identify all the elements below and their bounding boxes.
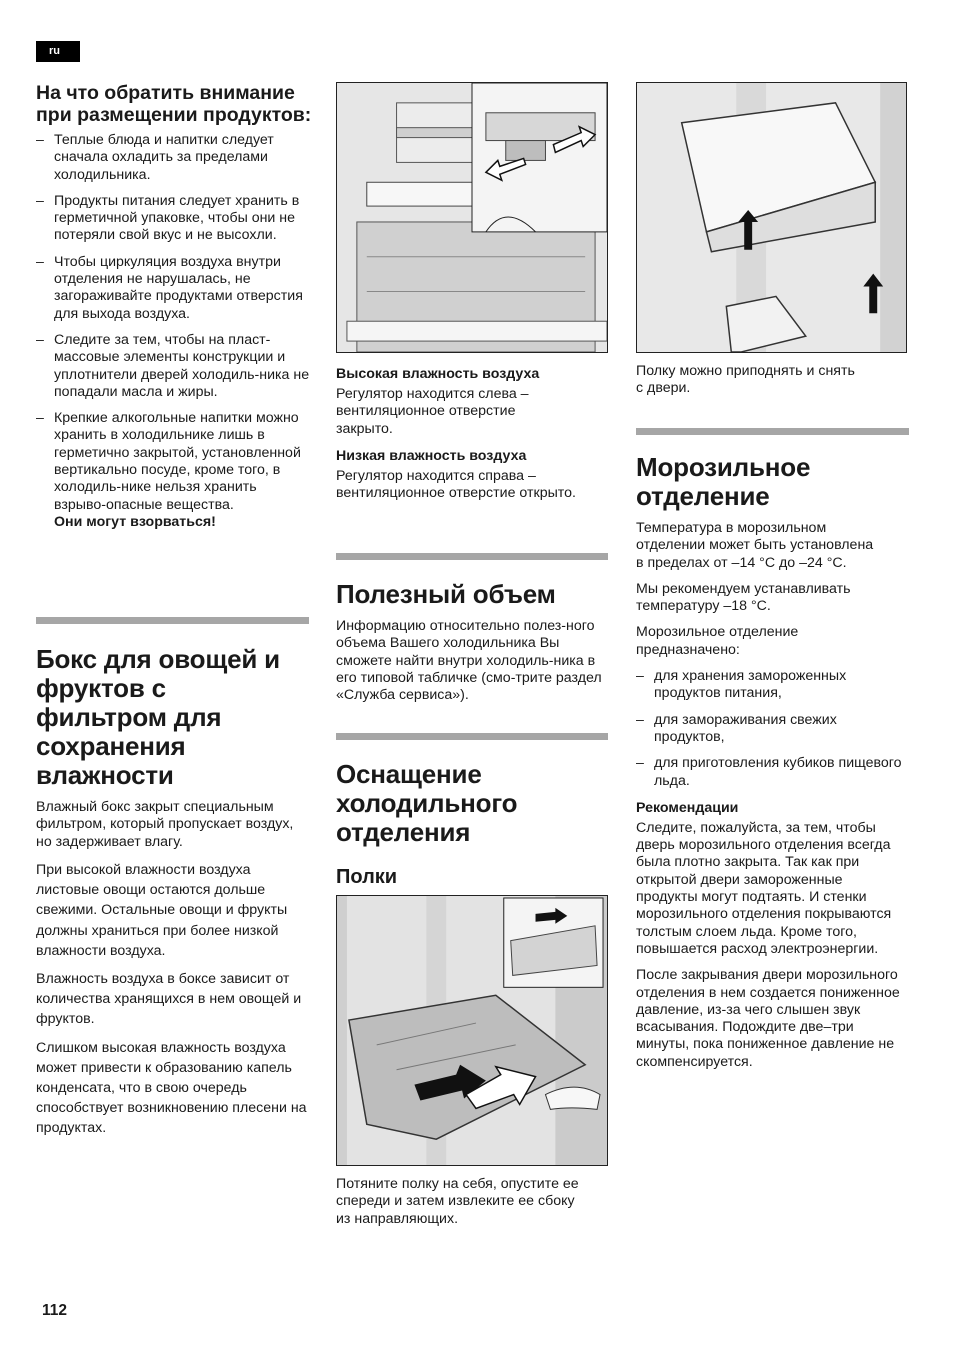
placement-heading: На что обратить внимание при размещении продуктов: xyxy=(36,82,312,126)
low-humidity-text: Регулятор находится справа – вентиляционное отверстие открыто. xyxy=(336,467,576,502)
section-divider xyxy=(636,428,909,435)
freezer-paragraph: Мы рекомендуем устанавливать температуру –18 °C. xyxy=(636,580,851,615)
list-item: – для замораживания свежих продуктов, xyxy=(636,712,909,747)
list-item: – Теплые блюда и напитки следует сначала охладить за пределами холодильника. xyxy=(36,132,312,184)
section-divider xyxy=(36,617,309,624)
language-badge: ru xyxy=(36,41,80,62)
shelves-heading: Полки xyxy=(336,866,398,888)
pressure-text: После закрывания двери морозильного отделения в нем создается пониженное давление, из-за чего слышен звук всасывания. Подождите две–три минуты, пока пониженное давление не скомпенсируется. xyxy=(636,967,900,1070)
placement-list xyxy=(36,132,312,531)
volume-heading: Полезный объем xyxy=(336,579,556,609)
equipment-heading: Оснащение холодильного отделения xyxy=(336,759,518,847)
list-item: – для приготовления кубиков пищевого льда. xyxy=(636,755,909,790)
humidity-regulator-drawing xyxy=(337,83,607,352)
recommendations-heading: Рекомендации xyxy=(636,799,739,816)
list-item xyxy=(36,410,312,531)
crisper-paragraph: При высокой влажности воздуха листовые овощи остаются дольше свежими. Остальные овощи и фрукты должны храниться при более низкой влажности воздуха. xyxy=(36,861,288,959)
crisper-paragraph: Влажный бокс закрыт специальным фильтром, который пропускает воздух, но задерживает влагу. xyxy=(36,799,294,850)
high-humidity-heading: Высокая влажность воздуха xyxy=(336,366,540,382)
list-item: – для хранения замороженных продуктов питания, xyxy=(636,668,909,703)
list-item-text: Крепкие алкогольные напитки можно хранить в холодильнике лишь в герметично закрытой, установленной вертикально посуде, кроме того, в холодиль-нике нельзя хранить взрыво-опасные вещества. xyxy=(54,410,301,513)
crisper-paragraph: Влажность воздуха в боксе зависит от количества хранящихся в нем овощей и фруктов. xyxy=(36,970,302,1028)
shelf-removal-illustration xyxy=(336,895,608,1166)
list-item: – Чтобы циркуляция воздуха внутри отделения не нарушалась, не загораживайте продуктами отверстия для выхода воздуха. xyxy=(36,254,312,323)
explosion-warning: Они могут взорваться! xyxy=(54,513,216,530)
door-shelf-drawing xyxy=(637,83,906,352)
recommendations-text: Следите, пожалуйста, за тем, чтобы дверь морозильного отделения всегда была плотно закрыта. Так как при открытой двери замороженные продукты могут подтаять. И стенки морозильного отделения покрываются толстым слоем льда. Кроме того, повышается расход электроэнергии. xyxy=(636,819,892,957)
door-shelf-caption: Полку можно приподнять и снять с двери. xyxy=(636,363,855,397)
section-divider xyxy=(336,733,608,740)
list-item: – Продукты питания следует хранить в герметичной упаковке, чтобы они не потеряли свой вкус и не высохли. xyxy=(36,193,312,245)
freezer-paragraph: Морозильное отделение предназначено: xyxy=(636,624,799,658)
freezer-purpose-list xyxy=(636,668,909,790)
high-humidity-text: Регулятор находится слева – вентиляционное отверстие закрыто. xyxy=(336,386,529,437)
crisper-heading: Бокс для овощей и фруктов с фильтром для сохранения влажности xyxy=(36,644,280,790)
volume-text: Информацию относительно полез-ного объема Вашего холодильника Вы сможете найти внутри холодиль-ника в его типовой табличке (смо-трите раздел «Служба сервиса»). xyxy=(336,618,602,704)
humidity-regulator-illustration xyxy=(336,82,608,353)
freezer-heading: Морозильное отделение xyxy=(636,452,811,511)
shelf-removal-drawing xyxy=(337,896,607,1165)
list-item: – Следите за тем, чтобы на пласт-массовые элементы конструкции и уплотнители дверей холодиль-ника не попадали масла и жиры. xyxy=(36,332,312,401)
page-number: 112 xyxy=(42,1302,68,1319)
crisper-paragraph: Слишком высокая влажность воздуха может привести к образованию капель конденсата, что в свою очередь способствует возникновению плесени на продуктах. xyxy=(36,1039,307,1137)
low-humidity-heading: Низкая влажность воздуха xyxy=(336,447,527,464)
shelves-caption: Потяните полку на себя, опустите ее спереди и затем извлеките ее сбоку из направляющих. xyxy=(336,1176,579,1227)
freezer-paragraph: Температура в морозильном отделении может быть установлена в пределах от –14 °C до –24 °C. xyxy=(636,520,874,571)
door-shelf-illustration xyxy=(636,82,907,353)
section-divider xyxy=(336,553,608,560)
